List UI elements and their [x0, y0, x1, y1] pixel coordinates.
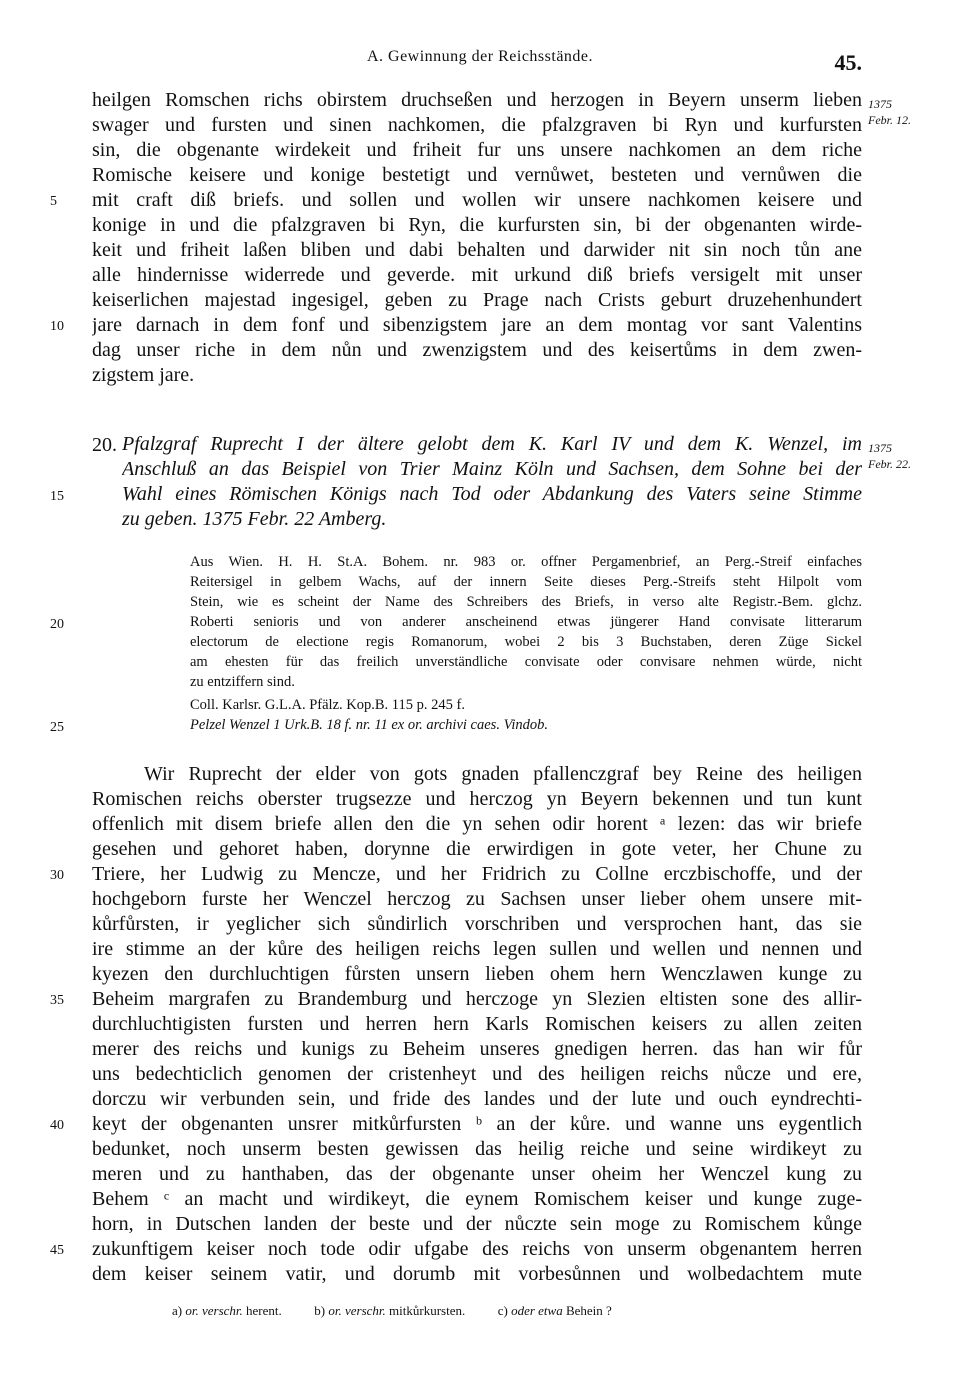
text-line: Romischen reichs oberster trugsezze und herczog yn Beyern bekennen und tun kunt: [92, 788, 862, 810]
section-title: [122, 432, 862, 532]
footnote-c-mark: c): [497, 1303, 508, 1318]
text-line: gesehen und gehoret haben, dorynne die erwirdigen in gote veter, her Chune zu: [92, 838, 862, 860]
footnotes: [172, 1303, 612, 1319]
line-number: 25: [50, 720, 64, 735]
text-line: uns bedechticlich genomen der cristenheyt und des heiligen reichs nůcze und ere,: [92, 1063, 862, 1085]
title-line: Wahl eines Römischen Königs nach Tod oder Abdankung des Vaters seine Stimme: [122, 483, 862, 505]
text-line: Wir Ruprecht der elder von gots gnaden pfallenczgraf bey Reine des heiligen: [144, 763, 862, 785]
margin-year: 1375: [868, 441, 892, 455]
main-text-block: [92, 762, 862, 1287]
line-number: 10: [50, 319, 64, 334]
footnote-b-label: or. verschr.: [328, 1303, 386, 1318]
section-margin-date: [868, 440, 911, 472]
text-line: keit und friheit laßen bliben und dabi behalten und darwider nit sin noch tůn ane: [92, 239, 862, 261]
footnote-a-label: or. verschr.: [185, 1303, 243, 1318]
text-line: mit craft diß briefs. und sollen und wollen wir unsere nachkomen keisere und: [92, 189, 862, 211]
page-number: 45.: [834, 50, 862, 75]
title-line: Pfalzgraf Ruprecht I der ältere gelobt dem K. Karl IV und dem K. Wenzel, im: [122, 433, 862, 455]
source-note: [190, 552, 862, 735]
line-number: 15: [50, 489, 64, 504]
text-line: Behem ᶜ an macht und wirdikeyt, die eynem Romischem keiser und kunge zuge-: [92, 1188, 862, 1210]
margin-date: Febr. 22.: [868, 457, 911, 471]
footnote-c-label: oder etwa: [511, 1303, 563, 1318]
text-line: ire stimme an der kůre des heiligen reichs legen sullen und wellen und nennen und: [92, 938, 862, 960]
line-number: 5: [50, 194, 57, 209]
footnote-a-text: herent.: [246, 1303, 282, 1318]
footnote-a-mark: a): [172, 1303, 183, 1318]
text-line: Triere, her Ludwig zu Mencze, und her Fridrich zu Collne erczbischoffe, und der: [92, 863, 862, 885]
text-line: jare darnach in dem fonf und sibenzigstem jare an dem montag vor sant Valentins: [92, 314, 862, 336]
text-line: Beheim margrafen zu Brandemburg und herczoge yn Slezien eltisten sone des allir-: [92, 988, 862, 1010]
source-line: Pelzel Wenzel 1 Urk.B. 18 f. nr. 11 ex or. archivi caes. Vindob.: [190, 717, 549, 733]
footnote-c-text: Behein ?: [565, 1303, 612, 1318]
text-line: swager und fursten und sinen nachkomen, die pfalzgraven bi Ryn und kurfursten: [92, 114, 862, 136]
source-line: am ehesten für das freilich unverständliche convisate oder convisare nehmen würde, nicht: [190, 654, 862, 670]
source-line: Reitersigel in gelbem Wachs, auf der innern Seite dieses Perg.-Streifs steht Hilpolt vom: [190, 574, 862, 590]
text-line: durchluchtigisten fursten und herren hern Karls Romischen keisers zu allen zeiten: [92, 1013, 862, 1035]
margin-year: 1375: [868, 97, 892, 111]
running-title: A. Gewinnung der Reichsstände.: [366, 48, 594, 65]
margin-date-note: [868, 96, 911, 128]
text-line: Romische keisere und konige bestetigt und vernůwet, besteten und vernůwen die: [92, 164, 862, 186]
margin-date: Febr. 12.: [868, 113, 911, 127]
text-line: offenlich mit disem briefe allen den die yn sehen odir horent ᵃ lezen: das wir briefe: [92, 813, 862, 835]
text-line: merer des reichs und kunigs zu Beheim unseres gnedigen herren. das han wir fůr: [92, 1038, 862, 1060]
text-line: bedunket, noch unserm besten gewissen das heilig reiche und seine wirdikeyt zu: [92, 1138, 862, 1160]
text-line: horn, in Dutschen landen der beste und der nůczte sein moge zu Romischem kůnge: [92, 1213, 862, 1235]
source-line: Roberti senioris und von anderer anscheinend etwas jüngerer Hand convisate litterarum: [190, 614, 862, 630]
text-line: zigstem jare.: [92, 364, 195, 386]
text-line: kyezen den durchluchtigen fůrsten unsern lieben ohem hern Wenczlawen kunge zu: [92, 963, 862, 985]
footnote-b-text: mitkůrkursten.: [389, 1303, 466, 1318]
line-number: 35: [50, 993, 64, 1008]
text-line: sin, die obgenante wirdekeit und friheit fur uns unsere nachkomen an dem riche: [92, 139, 862, 161]
line-number: 30: [50, 868, 64, 883]
text-line: dag unser riche in dem nůn und zwenzigstem und des keisertůms in dem zwen-: [92, 339, 862, 361]
source-line: Coll. Karlsr. G.L.A. Pfälz. Kop.B. 115 p. 245 f.: [190, 697, 465, 713]
text-line: keyt der obgenanten unsrer mitkůrfursten ᵇ an der kůre. und wanne uns eygentlich: [92, 1113, 862, 1135]
source-line: Aus Wien. H. H. St.A. Bohem. nr. 983 or. offner Pergamenbrief, an Perg.-Streif einfaches: [190, 554, 862, 570]
line-number: 20: [50, 617, 64, 632]
title-line: zu geben. 1375 Febr. 22 Amberg.: [122, 508, 387, 530]
text-line: konige in und die pfalzgraven bi Ryn, die kurfursten sin, bi der obgenanten wirde-: [92, 214, 862, 236]
top-text-block: [92, 88, 862, 388]
text-line: alle hindernisse widerrede und geverde. mit urkund diß briefs versigelt mit unser: [92, 264, 862, 286]
text-line: hochgeborn furste her Wenczel herczog zu Sachsen unser lieber ohem unsere mit-: [92, 888, 862, 910]
title-line: Anschluß an das Beispiel von Trier Mainz Köln und Sachsen, dem Sohne bei der: [122, 458, 862, 480]
line-number: 45: [50, 1243, 64, 1258]
text-line: kůrfůrsten, ir yeglicher sich sůndirlich vorschriben und versprochen hant, das sie: [92, 913, 862, 935]
text-line: dem keiser seinem vatir, und dorumb mit vorbesůnnen und wolbedachtem mute: [92, 1263, 862, 1285]
text-line: heilgen Romschen richs obirstem druchseßen und herzogen in Beyern unserm lieben: [92, 89, 862, 111]
text-line: zukunftigem keiser noch tode odir ufgabe des reichs von unserm obgenantem herren: [92, 1238, 862, 1260]
section-number: 20.: [92, 434, 117, 456]
text-line: dorczu wir verbunden sein, und fride des landes und der lute und ouch eyndrechti-: [92, 1088, 862, 1110]
line-number: 40: [50, 1118, 64, 1133]
text-line: meren und zu hanthaben, das der obgenante unser oheim her Wenczel kung zu: [92, 1163, 862, 1185]
source-line: zu entziffern sind.: [190, 674, 295, 690]
source-line: Stein, wie es scheint der Name des Schreibers des Briefs, in verso alte Registr.-Bem. glchz.: [190, 594, 862, 610]
footnote-b-mark: b): [314, 1303, 326, 1318]
source-line: electorum de electione regis Romanorum, wobei 2 bis 3 Buchstaben, deren Züge Sickel: [190, 634, 862, 650]
text-line: keiserlichen majestad ingesigel, geben zu Prage nach Crists geburt druzehenhundert: [92, 289, 862, 311]
